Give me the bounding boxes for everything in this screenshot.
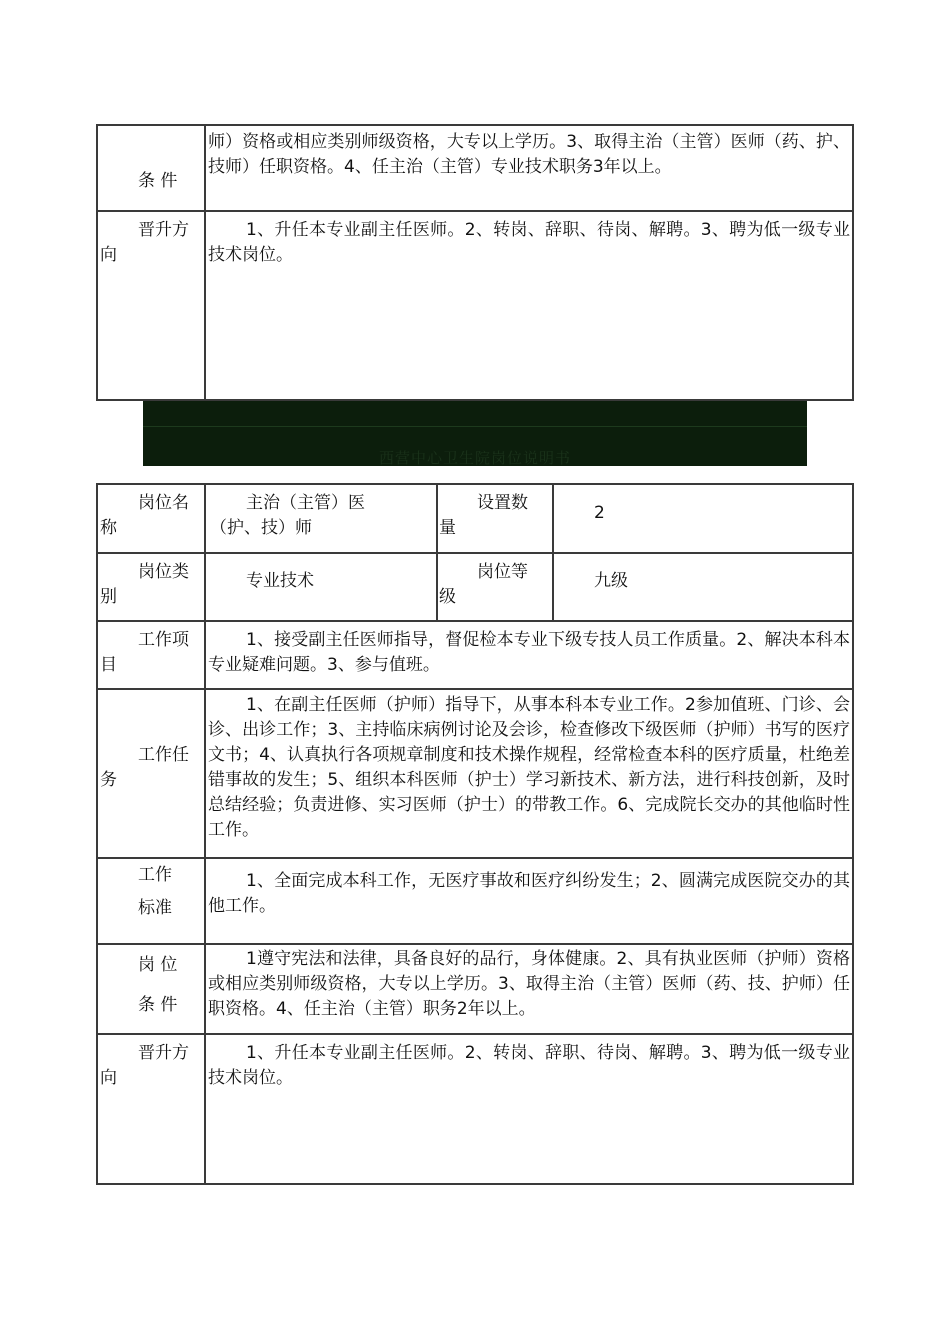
position-name-value: 主治（主管）医 （护、技）师 [210, 493, 365, 538]
banner-title: 西营中心卫生院岗位说明书 [378, 449, 571, 467]
position-name-label: 岗位名 称 [100, 493, 189, 538]
position-category-value: 专业技术 [246, 571, 314, 591]
position-conditions-label: 岗 位 条 件 [138, 955, 178, 1015]
work-items-text: 1、接受副主任医师指导，督促检本专业下级专技人员工作质量。2、解决本科本专业疑难问题。3、参与值班。 [208, 630, 850, 675]
position-grade-value: 九级 [594, 571, 628, 591]
conditions-text: 师）资格或相应类别师级资格，大专以上学历。3、取得主治（主管）医师（药、护、技师）任职资格。4、任主治（主管）专业技术职务3年以上。 [208, 132, 850, 177]
promotion-row [98, 1033, 852, 1183]
position-category-label: 岗位类 别 [100, 562, 189, 607]
position-grade-label: 岗位等 级 [439, 562, 528, 607]
work-tasks-label: 工作任 务 [100, 745, 189, 790]
position-conditions-text: 1遵守宪法和法律，具备良好的品行，身体健康。2、具有执业医师（护师）资格或相应类别师级资格，大专以上学历。3、取得主治（主管）医师（药、技、护师）任职资格。4、任主治（主管）职务2年以上。 [208, 949, 850, 1019]
work-tasks-row [98, 688, 852, 857]
top-conditions-row [98, 126, 852, 210]
promotion-text-main: 1、升任本专业副主任医师。2、转岗、辞职、待岗、解聘。3、聘为低一级专业技术岗位。 [208, 1043, 850, 1088]
position-count-value: 2 [594, 503, 605, 523]
work-standard-label: 工作 标准 [138, 865, 172, 918]
promotion-label: 晋升方 向 [100, 220, 189, 265]
position-category-row [98, 552, 852, 620]
work-standard-row [98, 857, 852, 943]
title-banner [143, 401, 807, 466]
promotion-label-main: 晋升方 向 [100, 1043, 189, 1088]
main-table [96, 483, 854, 1185]
conditions-label: 条 件 [138, 171, 178, 191]
top-promotion-row [98, 210, 852, 399]
work-items-label: 工作项 目 [100, 630, 189, 675]
position-name-row [98, 485, 852, 552]
work-standard-text: 1、全面完成本科工作，无医疗事故和医疗纠纷发生；2、圆满完成医院交办的其他工作。 [208, 871, 850, 916]
work-tasks-text: 1、在副主任医师（护师）指导下，从事本科本专业工作。2参加值班、门诊、会诊、出诊工作；3、主持临床病例讨论及会诊，检查修改下级医师（护师）书写的医疗文书；4、认真执行各项规章制度和技术操作规程，经常检查本科的医疗质量，杜绝差错事故的发生；5、组织本科医师（护士）学习新技术、新方法，进行科技创新，及时总结经验；负责进修、实习医师（护士）的带教工作。6、完成院长交办的其他临时性工作。 [208, 695, 850, 840]
top-table [96, 124, 854, 401]
position-conditions-row [98, 943, 852, 1033]
work-items-row [98, 620, 852, 688]
promotion-text: 1、升任本专业副主任医师。2、转岗、辞职、待岗、解聘。3、聘为低一级专业技术岗位。 [208, 220, 850, 265]
position-count-label: 设置数 量 [439, 493, 528, 538]
